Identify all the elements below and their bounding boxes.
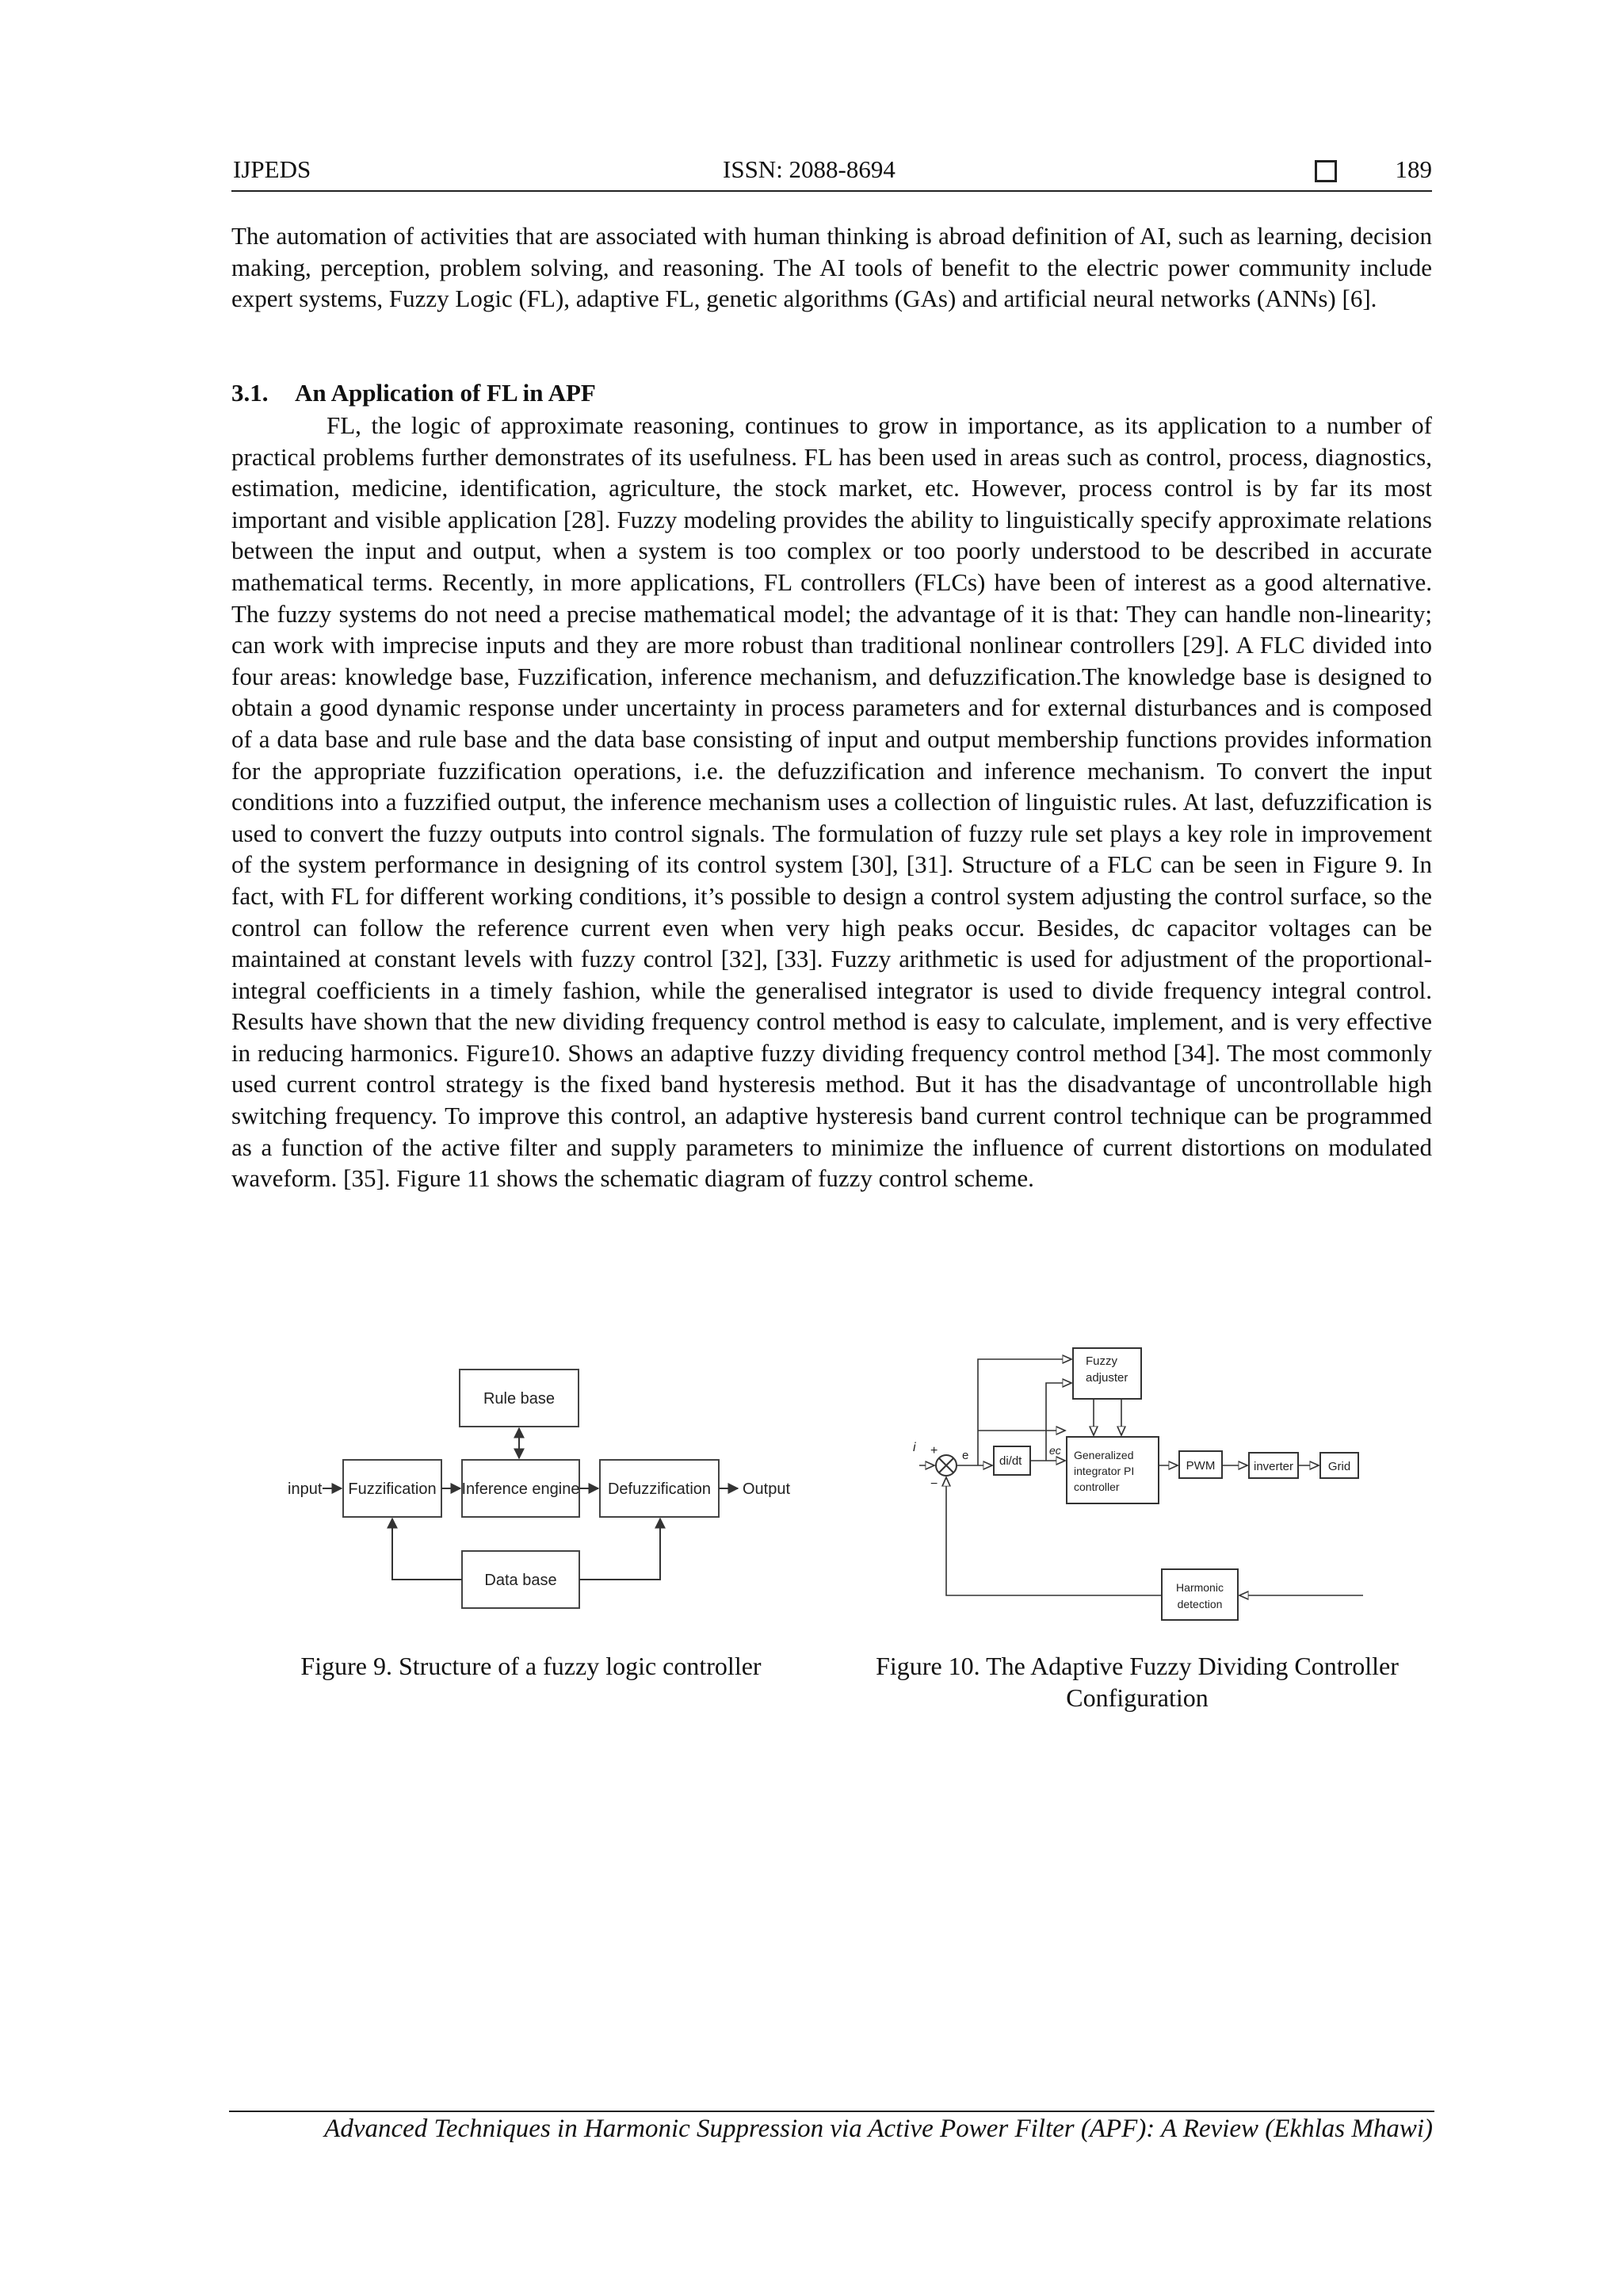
page-number: 189 (1395, 155, 1432, 183)
plus-sign: + (930, 1444, 938, 1457)
page-header (231, 155, 1432, 192)
figure-10-caption: Figure 10. The Adaptive Fuzzy Dividing Controller Configuration (876, 1652, 1399, 1712)
data-base-to-fuzzification-arrow (392, 1519, 462, 1580)
harmonic-label-1: Harmonic (1176, 1581, 1224, 1594)
integrator-label-1: Generalized (1074, 1449, 1134, 1461)
grid-label: Grid (1327, 1460, 1351, 1473)
fuzzy-adjuster-label-2: adjuster (1086, 1371, 1128, 1385)
i-label: i (913, 1441, 916, 1454)
rule-base-label: Rule base (483, 1390, 556, 1408)
intro-paragraph: The automation of activities that are associated with human thinking is abroad definition of AI, such as learning, decision making, perception, problem solving, and reasoning. The AI tools of benefit to the electric power community include expert systems, Fuzzy Logic (FL), adaptive FL, genetic algorithms (GAs) and artificial neural networks (ANNs) [6]. (231, 222, 1432, 313)
data-base-label: Data base (484, 1572, 557, 1589)
section-number: 3.1. (231, 379, 269, 407)
e-label: e (962, 1449, 969, 1462)
section-title: An Application of FL in APF (295, 379, 596, 407)
defuzzification-label: Defuzzification (607, 1480, 712, 1498)
harmonic-detection-box (1162, 1569, 1238, 1620)
journal-name: IJPEDS (233, 155, 311, 183)
input-label: input (288, 1480, 323, 1498)
inference-engine-label: Inference engine (461, 1480, 580, 1498)
data-base-to-defuzzification-arrow (579, 1519, 660, 1580)
ec-label: ec (1049, 1444, 1061, 1457)
issn: ISSN: 2088-8694 (723, 155, 896, 183)
integrator-label-2: integrator PI (1074, 1465, 1135, 1477)
pwm-label: PWM (1186, 1459, 1216, 1473)
footer-divider (229, 2111, 1434, 2112)
figure-10-diagram (896, 1343, 1371, 1625)
fuzzy-adjuster-label-1: Fuzzy (1086, 1354, 1118, 1368)
inverter-label: inverter (1253, 1460, 1294, 1473)
output-label: Output (743, 1480, 791, 1498)
didt-label: di/dt (999, 1454, 1022, 1468)
minus-sign: − (930, 1477, 938, 1491)
harmonic-feedback-arrow (946, 1477, 1162, 1595)
figure-9-diagram (281, 1359, 804, 1633)
square-bullet-icon (1315, 160, 1337, 182)
page-footer: Advanced Techniques in Harmonic Suppression via Active Power Filter (APF): A Review (Ekhlas Mhawi) (324, 2115, 1433, 2143)
section-heading (231, 379, 596, 407)
integrator-label-3: controller (1074, 1480, 1120, 1493)
figure-9-caption: Figure 9. Structure of a fuzzy logic controller (300, 1652, 762, 1680)
harmonic-label-2: detection (1177, 1598, 1223, 1610)
section-body: FL, the logic of approximate reasoning, continues to grow in importance, as its application to a number of practical problems further demonstrates of its usefulness. FL has been used in areas such as control, process, diagnostics, estimation, medicine, identification, agriculture, the stock market, etc. However, process control is by far its most important and visible application [28]. Fuzzy modeling provides the ability to linguistically specify approximate relations between the input and output, when a system is too complex or too poorly understood to be described in accurate mathematical terms. Recently, in more applications, FL controllers (FLCs) have been of interest as a good alternative. The fuzzy systems do not need a precise mathematical model; the advantage of it is that: They can handle non-linearity; can work with imprecise inputs and they are more robust than traditional nonlinear controllers [29]. A FLC divided into four areas: knowledge base, Fuzzification, inference mechanism, and defuzzification.The knowledge base is designed to obtain a good dynamic response under uncertainty in process parameters and for external disturbances and is composed of a data base and rule base and the data base consisting of input and output membership functions provides information for the appropriate fuzzification operations, i.e. the defuzzification and inference mechanism. To convert the input conditions into a fuzzified output, the inference mechanism uses a collection of linguistic rules. At last, defuzzification is used to convert the fuzzy outputs into control signals. The formulation of fuzzy rule set plays a key role in improvement of the system performance in designing of its control system [30], [31]. Structure of a FLC can be seen in Figure 9. In fact, with FL for different working conditions, it’s possible to design a control system adjusting the control surface, so the control can follow the reference current even when very high peaks occur. Besides, dc capacitor voltages can be maintained at constant levels with fuzzy control [32], [33]. Fuzzy arithmetic is used for adjustment of the proportional-integral coefficients in a timely fashion, while the generalised integrator is used to divide frequency integral control. Results have shown that the new dividing frequency control method is easy to calculate, implement, and is very effective in reducing harmonics. Figure10. Shows an adaptive fuzzy dividing frequency control method [34]. The most commonly used current control strategy is the fixed band hysteresis method. But it has the disadvantage of uncontrollable high switching frequency. To improve this control, an adaptive hysteresis band current control technique can be programmed as a function of the active filter and supply parameters to minimize the influence of current distortions on modulated waveform. [35]. Figure 11 shows the schematic diagram of fuzzy control scheme. (231, 411, 1432, 1193)
fuzzification-label: Fuzzification (348, 1480, 437, 1498)
